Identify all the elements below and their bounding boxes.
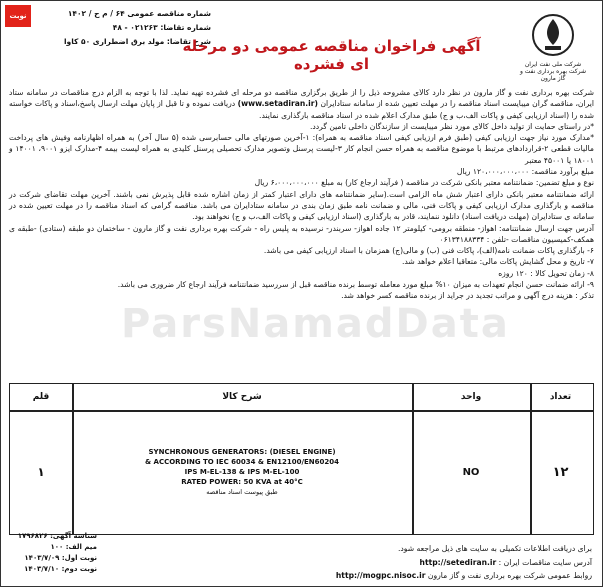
ad-turn2: نوبت دوم: ۱۴۰۳/۷/۱۰ [24, 565, 97, 573]
logo-line1: شرکت ملی نفت ایران [524, 61, 582, 68]
desc-line1: SYNCHRONOUS GENERATORS: (DIESEL ENGINE) [148, 448, 336, 456]
request-number: شماره تقاضا: ۰۲۱۲۶۳ - ۴۸ [112, 23, 211, 32]
company-logo [518, 13, 588, 82]
body-p9: ۷- تاریخ و محل گشایش پاکات مالی: متعاقبا اعلام خواهد شد. [402, 257, 594, 267]
setadiran-link[interactable]: (www.setadiran.ir) [237, 99, 318, 109]
mogpc-link[interactable]: http://mogpc.nisoc.ir [335, 571, 426, 580]
cell-unit: NO [462, 466, 480, 478]
body-p11: ۹- ارائه ضمانت حسن انجام تعهدات به میزان ۱۰% مبلغ مورد معامله توسط برنده مناقصه قبل از سررسید ضمانتنامه فرآیند ارجاع کار ضروری می باشد. [117, 280, 594, 290]
body-p3: *مدارک مورد نیاز جهت ارزیابی کیفی (طبق فرم ارزیابی کیفی اسناد مناقصه به همراه): ۱-آخرین صورتهای مالی حسابرسی شده (۵ سال آخر) به همراه اظهارنامه وفیش های پرداخت مالیات قطعی ۲-قراردادهای مرتبط با موضوع مناقصه به همراه حسن انجام کار ۳-لیست پرسنل وتصویر مدارک تحصیلی پرسنل کلیدی به همراه لیست بیمه ۴-مدارک ایزو ۹۰۰۱، ۱۴۰۰۱ و ۱۸۰۰۱ یا ۴۵۰۰۱ معتبر [9, 133, 595, 165]
cell-item: ۱ [37, 465, 45, 479]
ad-code: میم الف: ۱۰۰ [50, 543, 97, 551]
items-table [9, 383, 594, 535]
col-header-desc: شرح کالا [72, 384, 412, 411]
nioc-logo-icon [531, 13, 575, 57]
body-p6: ارائه ضمانتنامه معتبر بانکی دارای اعتبار شش ماه الزامی است.(سایر ضمانتنامه های دارای اعتبار کمتر از زمان اشاره شده قابل پذیرش نمی باشند. آخرین مهلت تقاضای شرکت در مناقصه و بارگذاری مدارک ارزیابی کیفی و پاکات فنی، مالی و ضمانت نامه طبق زمان بندی در سامانه ستادایران می باشد. مناقصه گرامی که اسناد مناقصه را در مهلت تعیین شده در سامانه ی ستادایران (مهلت دریافت اسناد) دانلود ننمایند، قادر به بارگذاری (اسناد ارزیابی کیفی و پاکات الف،ب و ج) نخواهند بود. [9, 189, 594, 222]
page-title: آگهی فراخوان مناقصه عمومی دو مرحله ای فشرده [182, 37, 481, 73]
footer-line3: روابط عمومی شرکت بهره برداری نفت و گاز مارون http://mogpc.nisoc.ir [335, 571, 592, 580]
turn-badge: نوبت دوم [5, 5, 31, 27]
ad-meta [7, 531, 97, 575]
footer-line2: آدرس سایت مناقصات ایران : http://setediran.ir [419, 557, 592, 567]
body-p8: ۶- بارگذاری پاکات ضمانت نامه(الف)، پاکات فنی (ب) و مالی(ج) همزمان با اسناد ارزیابی کیفی می باشد. [263, 246, 594, 256]
col-header-qty: تعداد [528, 384, 593, 411]
ad-id: شناسه آگهی: ۱۷۹۶۸۲۶ [17, 532, 97, 540]
body-p10: ۸- زمان تحویل کالا : ۱۲۰ روزه [498, 268, 594, 278]
desc-line3: IPS M-EL-138 & IPS M-EL-100 [184, 468, 300, 476]
desc-sub: طبق پیوست اسناد مناقصه [206, 488, 278, 496]
desc-line4: RATED POWER: 50 KVA at 40°C [181, 478, 303, 486]
request-subject: شرح تقاضا: مولد برق اضطراری ۵۰ کاوا [63, 37, 211, 46]
cell-desc [72, 410, 412, 534]
body-p7: آدرس جهت ارسال ضمانتنامه: اهواز- منطقه برومی- کیلومتر ۱۲ جاده اهواز- سربندر- نرسیده به پلیس راه - شرکت بهره برداری نفت و گاز مارون - ساختمان دو طبقه (ستادی) -طبقه ی همکف-کمیسیون مناقصات -تلفن : ۰۶۱۳۴۱۸۸۳۳۴ [9, 223, 594, 244]
col-header-unit: واحد [412, 384, 530, 411]
watermark: ParsNamadData [121, 301, 510, 347]
logo-line2: شرکت بهره برداری نفت و گاز مارون [519, 68, 586, 82]
footer [176, 542, 592, 583]
col-header-item: قلم [10, 384, 72, 411]
body-p2: *در راستای حمایت از تولید داخل کالای مورد نظر میبایست از سازندگان داخلی تامین گردد. [309, 121, 594, 131]
ad-turn1: نوبت اول: ۱۴۰۳/۷/۰۹ [24, 554, 97, 562]
cell-qty: ۱۲ [552, 464, 569, 480]
setediran-link[interactable]: http://setediran.ir [419, 557, 497, 567]
body-p5: نوع و مبلغ تضمین: ضمانتنامه معتبر بانکی شرکت در مناقصه ( فرآیند ارجاع کار) به مبلغ ۶،۰۰۰،۰۰۰،۰۰۰ ریال [254, 178, 594, 188]
tender-number: شماره مناقصه عمومی ۶۴ / م ح / ۱۴۰۲ [67, 9, 211, 18]
desc-line2: & ACCORDING TO IEC 60034 & EN12100/EN60204 [144, 458, 340, 466]
body-p4: مبلغ برآورد مناقصه: ۱۲۰،۰۰۰،۰۰۰،۰۰۰ ریال [456, 167, 594, 177]
notice-body [9, 87, 594, 302]
body-p1: شرکت بهره برداری نفت و گاز مارون در نظر دارد کالای مشروحه ذیل را از طریق برگزاری مناقصه دو مرحله ای فشرده تهیه نماید. لذا با توجه به الزام درج مناقصات در سامانه ستاد ایران، مناقصه گران میبایست اسناد مناقصه را در مهلت تعیین شده از سامانه ستادایران (www.setadiran.ir) دریافت نموده و تا قبل از پایان مهلت ارسال پاسخ،اسناد و پاکات خواسته شده را (اسناد ارزیابی کیفی و پاکات الف،ب و ج) طبق مدارک اعلام شده در اسناد مناقصه بارگذاری نمایند. [9, 88, 594, 120]
body-p12: تذکر : هزینه درج آگهی و مراتب تجدید در جراید از برنده مناقصه کسر خواهد شد. [341, 291, 594, 301]
footer-line1: برای دریافت اطلاعات تکمیلی به سایت های ذیل مراجعه شود. [398, 544, 592, 553]
